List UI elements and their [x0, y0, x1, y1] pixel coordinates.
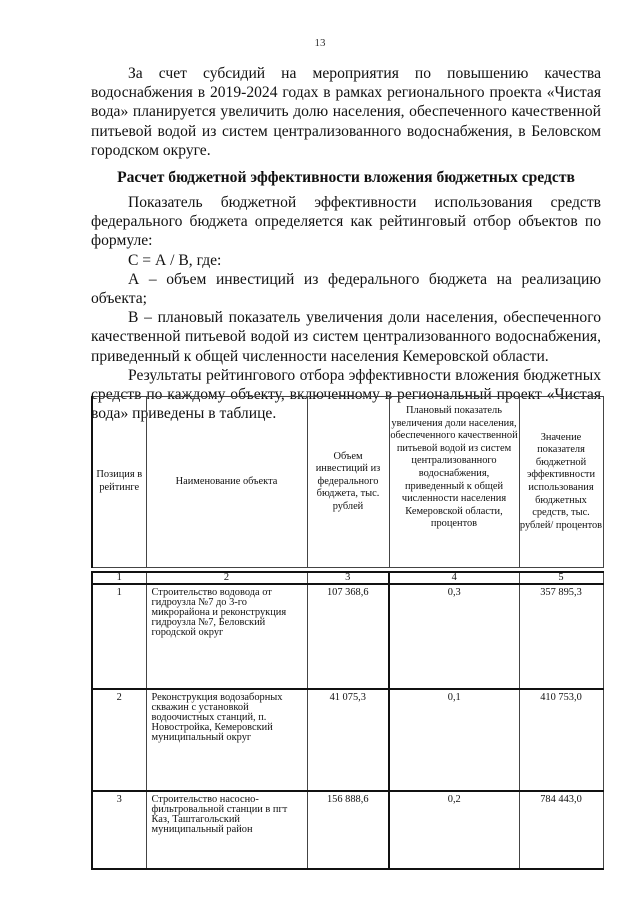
- efficiency-cell: 784 443,0: [519, 791, 603, 869]
- position-cell: 2: [92, 689, 146, 791]
- results-paragraph: Результаты рейтингового отбора эффективности вложения бюджетных средств по каждому объекту, включенному в региональный проект «Чистая вода» приведены в таблице.: [91, 366, 601, 423]
- investment-cell: 41 075,3: [307, 689, 389, 791]
- header-object-name: Наименование объекта: [146, 397, 307, 568]
- table-body: [91, 571, 604, 870]
- header-investment: Объем инвестиций из федерального бюджета, тыс. рублей: [307, 397, 389, 568]
- header-efficiency-value: Значение показателя бюджетной эффективности использования бюджетных средств, тыс. рублей/ процентов: [519, 397, 603, 568]
- table-row: [92, 791, 603, 869]
- investment-cell: 107 368,6: [307, 584, 389, 689]
- intro-paragraph-block: [91, 64, 601, 160]
- column-number-row: [92, 572, 603, 584]
- indicator-paragraph: Показатель бюджетной эффективности использования средств федерального бюджета определяется как рейтинговый отбор объектов по формуле:: [91, 194, 601, 250]
- efficiency-cell: 410 753,0: [519, 689, 603, 791]
- page-number: 13: [314, 37, 326, 49]
- column-number: 2: [146, 572, 307, 584]
- indicator-cell: 0,2: [389, 791, 519, 869]
- column-number: 1: [92, 572, 146, 584]
- table-header: [91, 396, 604, 568]
- indicator-cell: 0,3: [389, 584, 519, 689]
- formula-line: С = А / В, где:: [128, 251, 222, 269]
- position-cell: 1: [92, 584, 146, 689]
- header-position: Позиция в рейтинге: [92, 397, 146, 568]
- definition-a: А – объем инвестиций из федерального бюджета на реализацию объекта;: [91, 270, 601, 308]
- section-heading: Расчет бюджетной эффективности вложения бюджетных средств: [117, 169, 575, 186]
- object-name-cell: Строительство водовода от гидроузла №7 до 3-го микрорайона и реконструкция гидроузла №7, Беловский городской округ: [146, 584, 307, 689]
- definition-b: В – плановый показатель увеличения доли населения, обеспеченного качественной питьевой водой из систем централизованного водоснабжения, приведенный к общей численности населения Кемеровской области.: [91, 309, 601, 365]
- column-number: 5: [519, 572, 603, 584]
- efficiency-cell: 357 895,3: [519, 584, 603, 689]
- investment-cell: 156 888,6: [307, 791, 389, 869]
- table-row: [92, 584, 603, 689]
- indicator-cell: 0,1: [389, 689, 519, 791]
- header-row: [92, 397, 603, 568]
- header-planned-indicator: Плановый показатель увеличения доли населения, обеспеченного качественной питьевой водой из систем централизованного водоснабжения, приведенный к общей численности населения Кемеровской области, процентов: [389, 397, 519, 568]
- column-number: 3: [307, 572, 389, 584]
- position-cell: 3: [92, 791, 146, 869]
- object-name-cell: Строительство насосно-фильтровальной станции в пгт Каз, Таштагольский муниципальный район: [146, 791, 307, 869]
- table-row: [92, 689, 603, 791]
- method-paragraph-block: [91, 193, 601, 423]
- intro-paragraph: За счет субсидий на мероприятия по повышению качества водоснабжения в 2019-2024 годах в рамках регионального проекта «Чистая вода» планируется увеличить долю населения, обеспеченного качественной питьевой водой из систем централизованного водоснабжения, в Беловском городском округе.: [91, 65, 601, 159]
- column-number: 4: [389, 572, 519, 584]
- object-name-cell: Реконструкция водозаборных скважин с установкой водоочистных станций, п. Новостройка, Кемеровский муниципальный округ: [146, 689, 307, 791]
- efficiency-table: [91, 396, 602, 870]
